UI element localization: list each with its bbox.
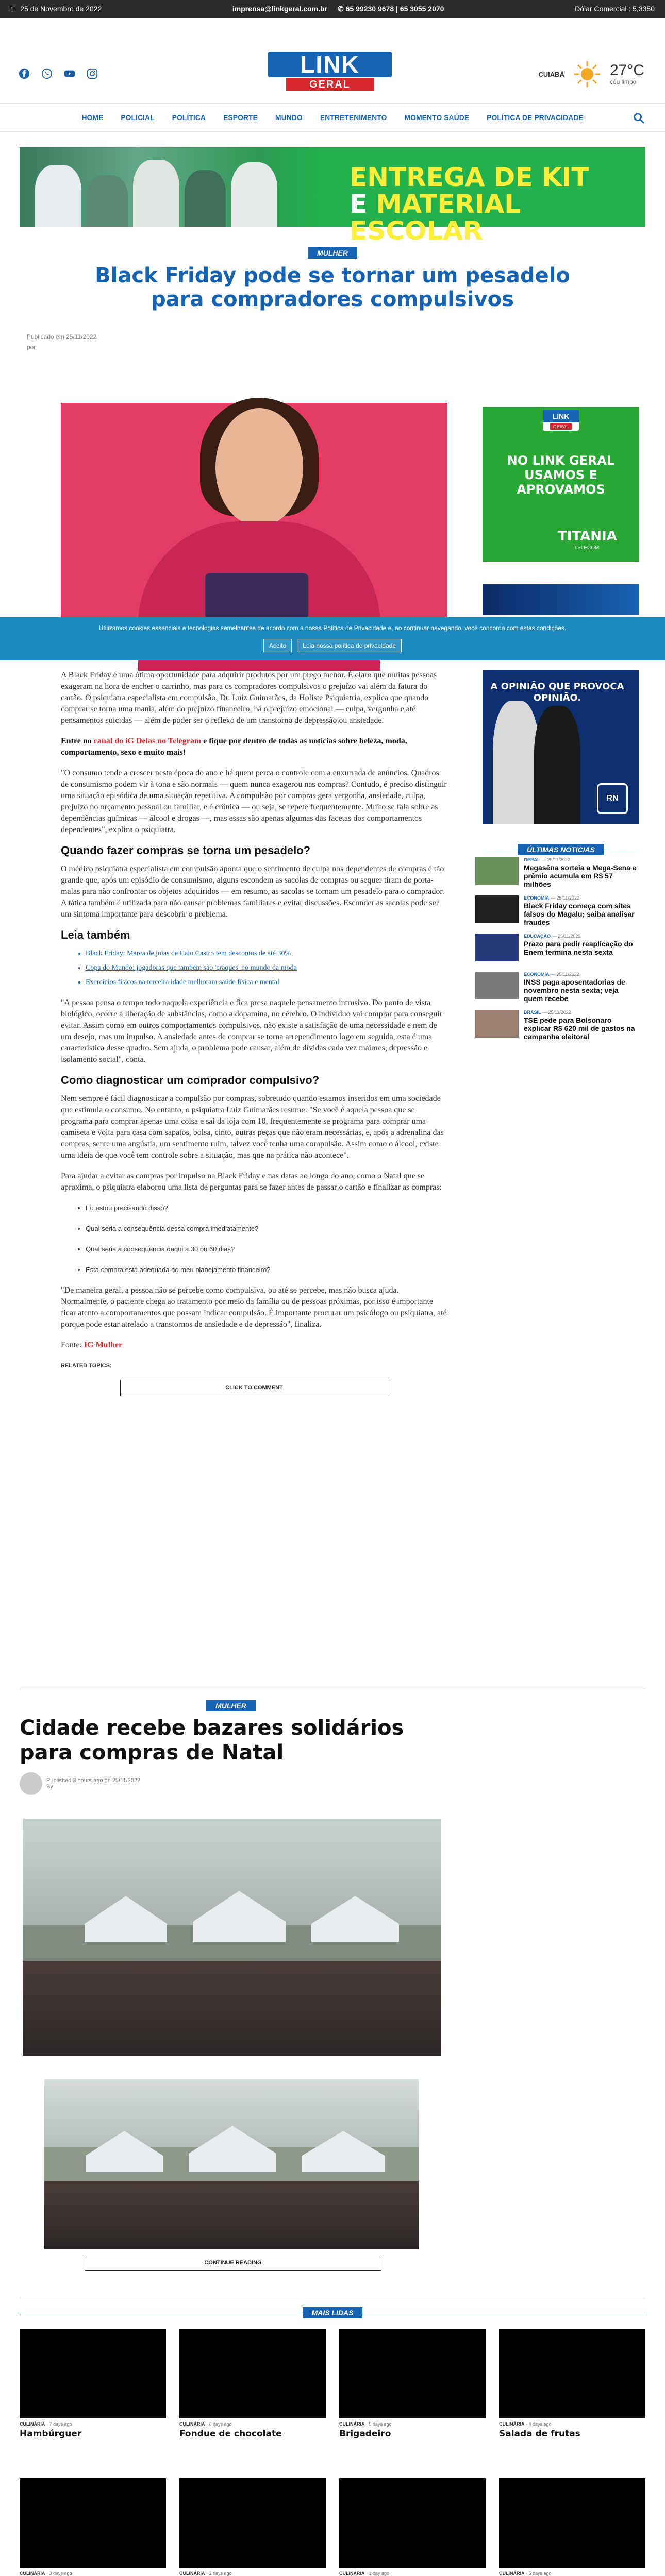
card-image (339, 2478, 486, 2568)
list-item[interactable] (179, 2329, 326, 2439)
article2-published: Published 3 hours ago on 25/11/2022 (46, 1777, 141, 1784)
ad1-logo-word: LINK (543, 410, 579, 422)
article-preview (20, 1700, 442, 1795)
news-meta: GERAL — 25/11/2022 (524, 857, 570, 862)
date-block (10, 5, 102, 13)
card-image (339, 2329, 486, 2418)
banner-line-2-e: E (350, 189, 368, 219)
questions-list (86, 1202, 447, 1276)
card-meta: CULINÁRIA · 5 days ago (499, 2571, 552, 2576)
weather-condition: céu limpo (609, 78, 637, 86)
news-title: INSS paga aposentadorias de novembro nesta sexta; veja quem recebe (524, 978, 625, 1003)
news-title: Megasêna sorteia a Mega-Sena e prêmio acumula em R$ 57 milhões (524, 863, 637, 888)
cookie-policy-button[interactable]: Leia nossa política de privacidade (297, 639, 402, 652)
article-paragraph: "De maneira geral, a pessoa não se percebe como compulsiva, ou até se percebe, mas não busca ajuda. Normalmente, o paciente chega ao tratamento por meio da família ou de pessoas próximas, por isso é importante ficar atento a comportamentos que possam indicar compulsão. É importante procurar um psicólogo ou psiquiatra, até porque pode estar atrelado a transtornos de ansiedade e de depressão", finaliza. (61, 1286, 447, 1329)
ad-banner-kit-escolar[interactable] (20, 147, 645, 246)
ad1-brand-sub: TELECOM (574, 545, 600, 551)
news-title: Black Friday começa com sites falsos do Magalu; saiba analisar fraudes (524, 902, 635, 926)
leia-tambem-link[interactable]: • Black Friday: Marca de joias de Caio Castro tem descontos de até 30% (86, 948, 447, 959)
nav-item-policial[interactable]: POLICIAL (121, 113, 155, 122)
article-category-line (0, 247, 665, 259)
article2-category-line (20, 1700, 442, 1711)
news-meta: BRASIL — 25/11/2022 (524, 1010, 571, 1015)
card-title: Fondue de chocolate (179, 2429, 282, 2439)
list-item[interactable] (20, 2478, 166, 2576)
card-image (20, 2329, 166, 2418)
news-thumb (475, 972, 519, 999)
sidebar-ad-tv[interactable] (483, 670, 639, 824)
list-item[interactable] (339, 2329, 486, 2439)
banner-line-2-rest: MATERIAL ESCOLAR (350, 189, 521, 246)
leia-tambem-list (86, 948, 447, 988)
card-meta: CULINÁRIA · 6 days ago (179, 2421, 232, 2427)
cookie-accept-button[interactable]: Aceito (263, 639, 292, 652)
cookie-text: Utilizamos cookies essenciais e tecnologias semelhantes de acordo com a nossa Política de Privacidade e, ao continuar navegando, você concorda com estas condições. (98, 624, 567, 632)
most-read-title: MAIS LIDAS (303, 2307, 363, 2318)
sidebar-ad-strip[interactable] (483, 584, 639, 615)
article2-title[interactable]: Cidade recebe bazares solidários para compras de Natal (20, 1716, 404, 1765)
card-title: Hambúrguer (20, 2429, 82, 2439)
card-meta: CULINÁRIA · 5 days ago (339, 2421, 392, 2427)
instagram-icon[interactable] (87, 68, 98, 79)
ad1-mini-logo (543, 410, 579, 431)
card-meta: CULINÁRIA · 4 days ago (499, 2421, 552, 2427)
latest-news-header (483, 844, 639, 855)
search-icon[interactable] (633, 112, 644, 124)
leia-tambem-link[interactable]: • Exercícios físicos na terceira idade melhoram saúde física e mental (86, 977, 447, 988)
ad1-brand: TITANIA (558, 529, 617, 544)
article-paragraph: Para ajudar a evitar as compras por impulso na Black Friday e nas datas ao longo do ano, como o Natal que se aproxima, o psiquiatra elaborou uma lista de perguntas para se fazer antes de passar o cartão e finalizar as compras: (61, 1172, 442, 1192)
article-title: Black Friday pode se tornar um pesadelo para compradores compulsivos (95, 264, 570, 311)
list-item[interactable] (475, 1010, 639, 1041)
section-heading: Como diagnosticar um comprador compulsivo? (61, 1074, 320, 1087)
article-published: Publicado em 25/11/2022 (27, 333, 97, 341)
article-meta (27, 332, 665, 352)
social-links (19, 68, 98, 79)
news-meta: ECONOMIA — 25/11/2022 (524, 895, 579, 901)
dollar-rate (575, 5, 655, 13)
card-title: Salada de frutas (499, 2429, 580, 2439)
article2-category-badge[interactable]: MULHER (206, 1700, 256, 1711)
telegram-link[interactable]: canal do iG Delas no Telegram (93, 737, 202, 745)
list-item[interactable] (20, 2329, 166, 2439)
continue-reading-button[interactable]: CONTINUE READING (85, 2255, 381, 2271)
news-meta: ECONOMIA — 25/11/2022 (524, 972, 579, 977)
article-body (61, 670, 447, 1396)
email-text: imprensa@linkgeral.com.br (232, 5, 327, 13)
nav-item-entretenimento[interactable]: ENTRETENIMENTO (320, 113, 387, 122)
contact-block (232, 5, 444, 13)
ad1-logo-sub: GERAL (550, 423, 572, 430)
article-paragraph: O médico psiquiatra especialista em compulsão aponta que o sentimento de culpa nos dependentes de compras é tão grande que, após um episódio de consumismo, alguns escondem as sacolas de compras ou sequer tiram do porta-malas para não confrontar os objetos adquiridos — em resumo, as sacolas se tornam um pesadelo para o comprador. A tática também é utilizada para não causar problemas familiares e evitar discussões. Esconder as sacolas pode ser um sintoma importante para descobrir o problema. (61, 865, 444, 919)
most-read-grid-row-2 (20, 2478, 645, 2576)
card-image (20, 2478, 166, 2568)
calendar-icon: ▦ (10, 4, 18, 13)
main-nav (0, 103, 665, 132)
list-item[interactable] (339, 2478, 486, 2576)
nav-item-momento-saude[interactable]: MOMENTO SAÚDE (404, 113, 470, 122)
card-image (499, 2478, 645, 2568)
article2-image-1 (23, 1819, 441, 2056)
list-item[interactable] (499, 2329, 645, 2439)
logo-word: LINK (268, 52, 392, 77)
site-logo[interactable] (268, 52, 392, 95)
ad1-text: NO LINK GERAL USAMOS E APROVAMOS (507, 453, 615, 497)
article2-image-2 (44, 2079, 419, 2249)
banner-headline (350, 164, 645, 244)
weather-widget (538, 60, 644, 89)
top-bar (0, 0, 665, 18)
comment-button[interactable]: CLICK TO COMMENT (120, 1380, 388, 1396)
card-image (179, 2478, 326, 2568)
question-item: • Eu estou precisando disso? (86, 1202, 447, 1214)
card-image (499, 2329, 645, 2418)
section-heading: Quando fazer compras se torna um pesadelo? (61, 844, 311, 857)
news-title: TSE pede para Bolsonaro explicar R$ 620 mil de gastos na campanha eleitoral (524, 1016, 635, 1041)
list-item[interactable] (499, 2478, 645, 2576)
nav-item-esporte[interactable]: ESPORTE (223, 113, 258, 122)
card-meta: CULINÁRIA · 7 days ago (20, 2421, 72, 2427)
site-header (0, 18, 665, 90)
telegram-cta: Entre no canal do iG Delas no Telegram e fique por dentro de todas as notícias sobre beleza, moda, comportamento, sexo e muito mais! (61, 737, 407, 757)
news-thumb (475, 857, 519, 885)
most-read-grid-row-1 (20, 2329, 645, 2439)
news-title: Prazo para pedir reaplicação do Enem termina nesta sexta (524, 940, 633, 956)
nav-item-politica[interactable]: POLÍTICA (172, 113, 206, 122)
phone-text: 65 99230 9678 | 65 3055 2070 (345, 5, 444, 13)
article2-byline: By (46, 1784, 53, 1790)
email-link[interactable] (232, 5, 327, 13)
weather-temp: 27°C (609, 62, 644, 79)
news-thumb (475, 934, 519, 961)
sidebar-ad-titania[interactable] (483, 407, 639, 562)
article-paragraph: "O consumo tende a crescer nesta época do ano e há quem perca o controle com a enxurrada de anúncios. Quadros de consumismo podem vir à tona e são normais — quem nunca exagerou nas compras? Contudo, é preciso distinguir uma situação episódica de uma situação repetitiva. A compulsão por compras gera vergonha, ansiedade, culpa, prejuízo no orçamento pessoal ou familiar, e é crônica — ou seja, se repete frequentemente. Muito se fala sobre as dependências químicas — álcool e drogas —, mas essas são apenas algumas das facetas dos comportamentos dependentes", explica o psiquiatra. (61, 769, 447, 834)
related-topics: RELATED TOPICS: (61, 1363, 112, 1369)
news-thumb (475, 895, 519, 923)
article-category-badge[interactable]: MULHER (308, 247, 357, 259)
question-item: • Qual seria a consequência dessa compra imediatamente? (86, 1223, 447, 1234)
banner-line-2 (350, 191, 645, 244)
card-image (179, 2329, 326, 2418)
article-paragraph: "A pessoa pensa o tempo todo naquela experiência e fica presa naquele pensamento intrusivo. Do ponto de vista biológico, ocorre a liberação de substâncias, como a dopamina, no cérebro. O indivíduo vai comprar para conseguir evitar. Assim como em outros comportamentos compulsivos, não existe a satisfação de uma necessidade e nem de um desejo, mas um impulso. A ansiedade antes de comprar se torna arrependimento logo em seguida, esta é uma característica desse quadro. Sem ajuda, o problema pode causar, além de dívidas cada vez maiores, depressão e isolamento social", conta. (61, 998, 443, 1064)
leia-tambem-link[interactable]: • Copa do Mundo: jogadoras que também são 'craques' no mundo da moda (86, 962, 447, 974)
ad3-badge: RN (597, 783, 628, 814)
latest-news-list (475, 857, 639, 1048)
article-paragraph: A Black Friday é uma ótima oportunidade para adquirir produtos por um preço menor. É claro que muitas pessoas exageram na hora de encher o carrinho, mas para os compradores compulsivos o prejuízo vai além da fatura do cartão. O psiquiatra especialista em compulsão, Dr. Luiz Guimarães, da Holiste Psiquiatria, explica que quando comprar se torna uma mania, além do prejuízo financeiro, há o prejuízo emocional — culpa, vergonha e até pensamentos suicidas — além de poder ser o reflexo de um transtorno de depressão ou ansiedade. (61, 671, 437, 725)
source-link[interactable]: IG Mulher (84, 1341, 123, 1349)
whatsapp-icon[interactable] (41, 68, 53, 79)
article2-author (20, 1772, 442, 1795)
current-date: 25 de Novembro de 2022 (20, 5, 102, 13)
latest-news-title: ÚLTIMAS NOTÍCIAS (518, 844, 604, 855)
card-title: Brigadeiro (339, 2429, 391, 2439)
facebook-icon[interactable] (19, 68, 30, 79)
news-thumb (475, 1010, 519, 1038)
youtube-icon[interactable] (64, 68, 75, 79)
avatar (20, 1772, 42, 1795)
phone-icon: ✆ (337, 4, 344, 13)
card-meta: CULINÁRIA · 3 days ago (20, 2571, 72, 2576)
dollar-label: Dólar Comercial : (575, 5, 631, 13)
list-item[interactable] (475, 895, 639, 926)
phone-link[interactable] (338, 5, 444, 13)
leia-tambem-heading: Leia também (61, 928, 130, 941)
dollar-value: 5,3350 (633, 5, 655, 13)
weather-city: CUIABÁ (538, 70, 564, 78)
nav-item-home[interactable]: HOME (81, 113, 104, 122)
article-paragraph: Nem sempre é fácil diagnosticar a compulsão por compras, sobretudo quando estamos inseridos em uma sociedade que estimula o consumo. No entanto, o psiquiatra Luiz Guimarães resume: "Se você é aquela pessoa que se programa para comprar apenas uma coisa e sai da loja com 10, frequentemente se programa para comprar uma camiseta e volta para casa com sapatos, bolsa, cinto, outras peças que não eram necessárias, e, após a adrenalina das compras, sente uma angústia, um sentimento ruim, talvez você tenha uma compulsão. Assim como o álcool, existe uma ideia de que você tem controle sobre a situação, mas que na prática não acontece". (61, 1094, 444, 1160)
nav-item-politica-privacidade[interactable]: POLÍTICA DE PRIVACIDADE (487, 113, 584, 122)
question-item: • Esta compra está adequada ao meu planejamento financeiro? (86, 1264, 447, 1276)
most-read-header (20, 2307, 645, 2318)
nav-item-mundo[interactable]: MUNDO (275, 113, 303, 122)
banner-photo (20, 147, 319, 227)
cookie-buttons (0, 639, 665, 652)
list-item[interactable] (179, 2478, 326, 2576)
card-meta: CULINÁRIA · 2 days ago (179, 2571, 232, 2576)
sun-icon (573, 60, 602, 89)
news-meta: EDUCAÇÃO — 25/11/2022 (524, 934, 581, 939)
ad3-text: A OPINIÃO QUE PROVOCA OPINIÃO. (490, 681, 624, 703)
question-item: • Qual seria a consequência daqui a 30 ou 60 dias? (86, 1244, 447, 1255)
list-item[interactable] (475, 972, 639, 1003)
cookie-consent-bar (0, 617, 665, 660)
article-header (0, 247, 665, 352)
list-item[interactable] (475, 934, 639, 964)
logo-sub: GERAL (286, 78, 374, 91)
card-meta: CULINÁRIA · 1 day ago (339, 2571, 390, 2576)
list-item[interactable] (475, 857, 639, 888)
article-source: Fonte: IG Mulher (61, 1341, 123, 1349)
article-byline: por (27, 344, 36, 351)
weather-readout (610, 63, 644, 86)
banner-line-1: ENTREGA DE KIT (350, 162, 589, 192)
